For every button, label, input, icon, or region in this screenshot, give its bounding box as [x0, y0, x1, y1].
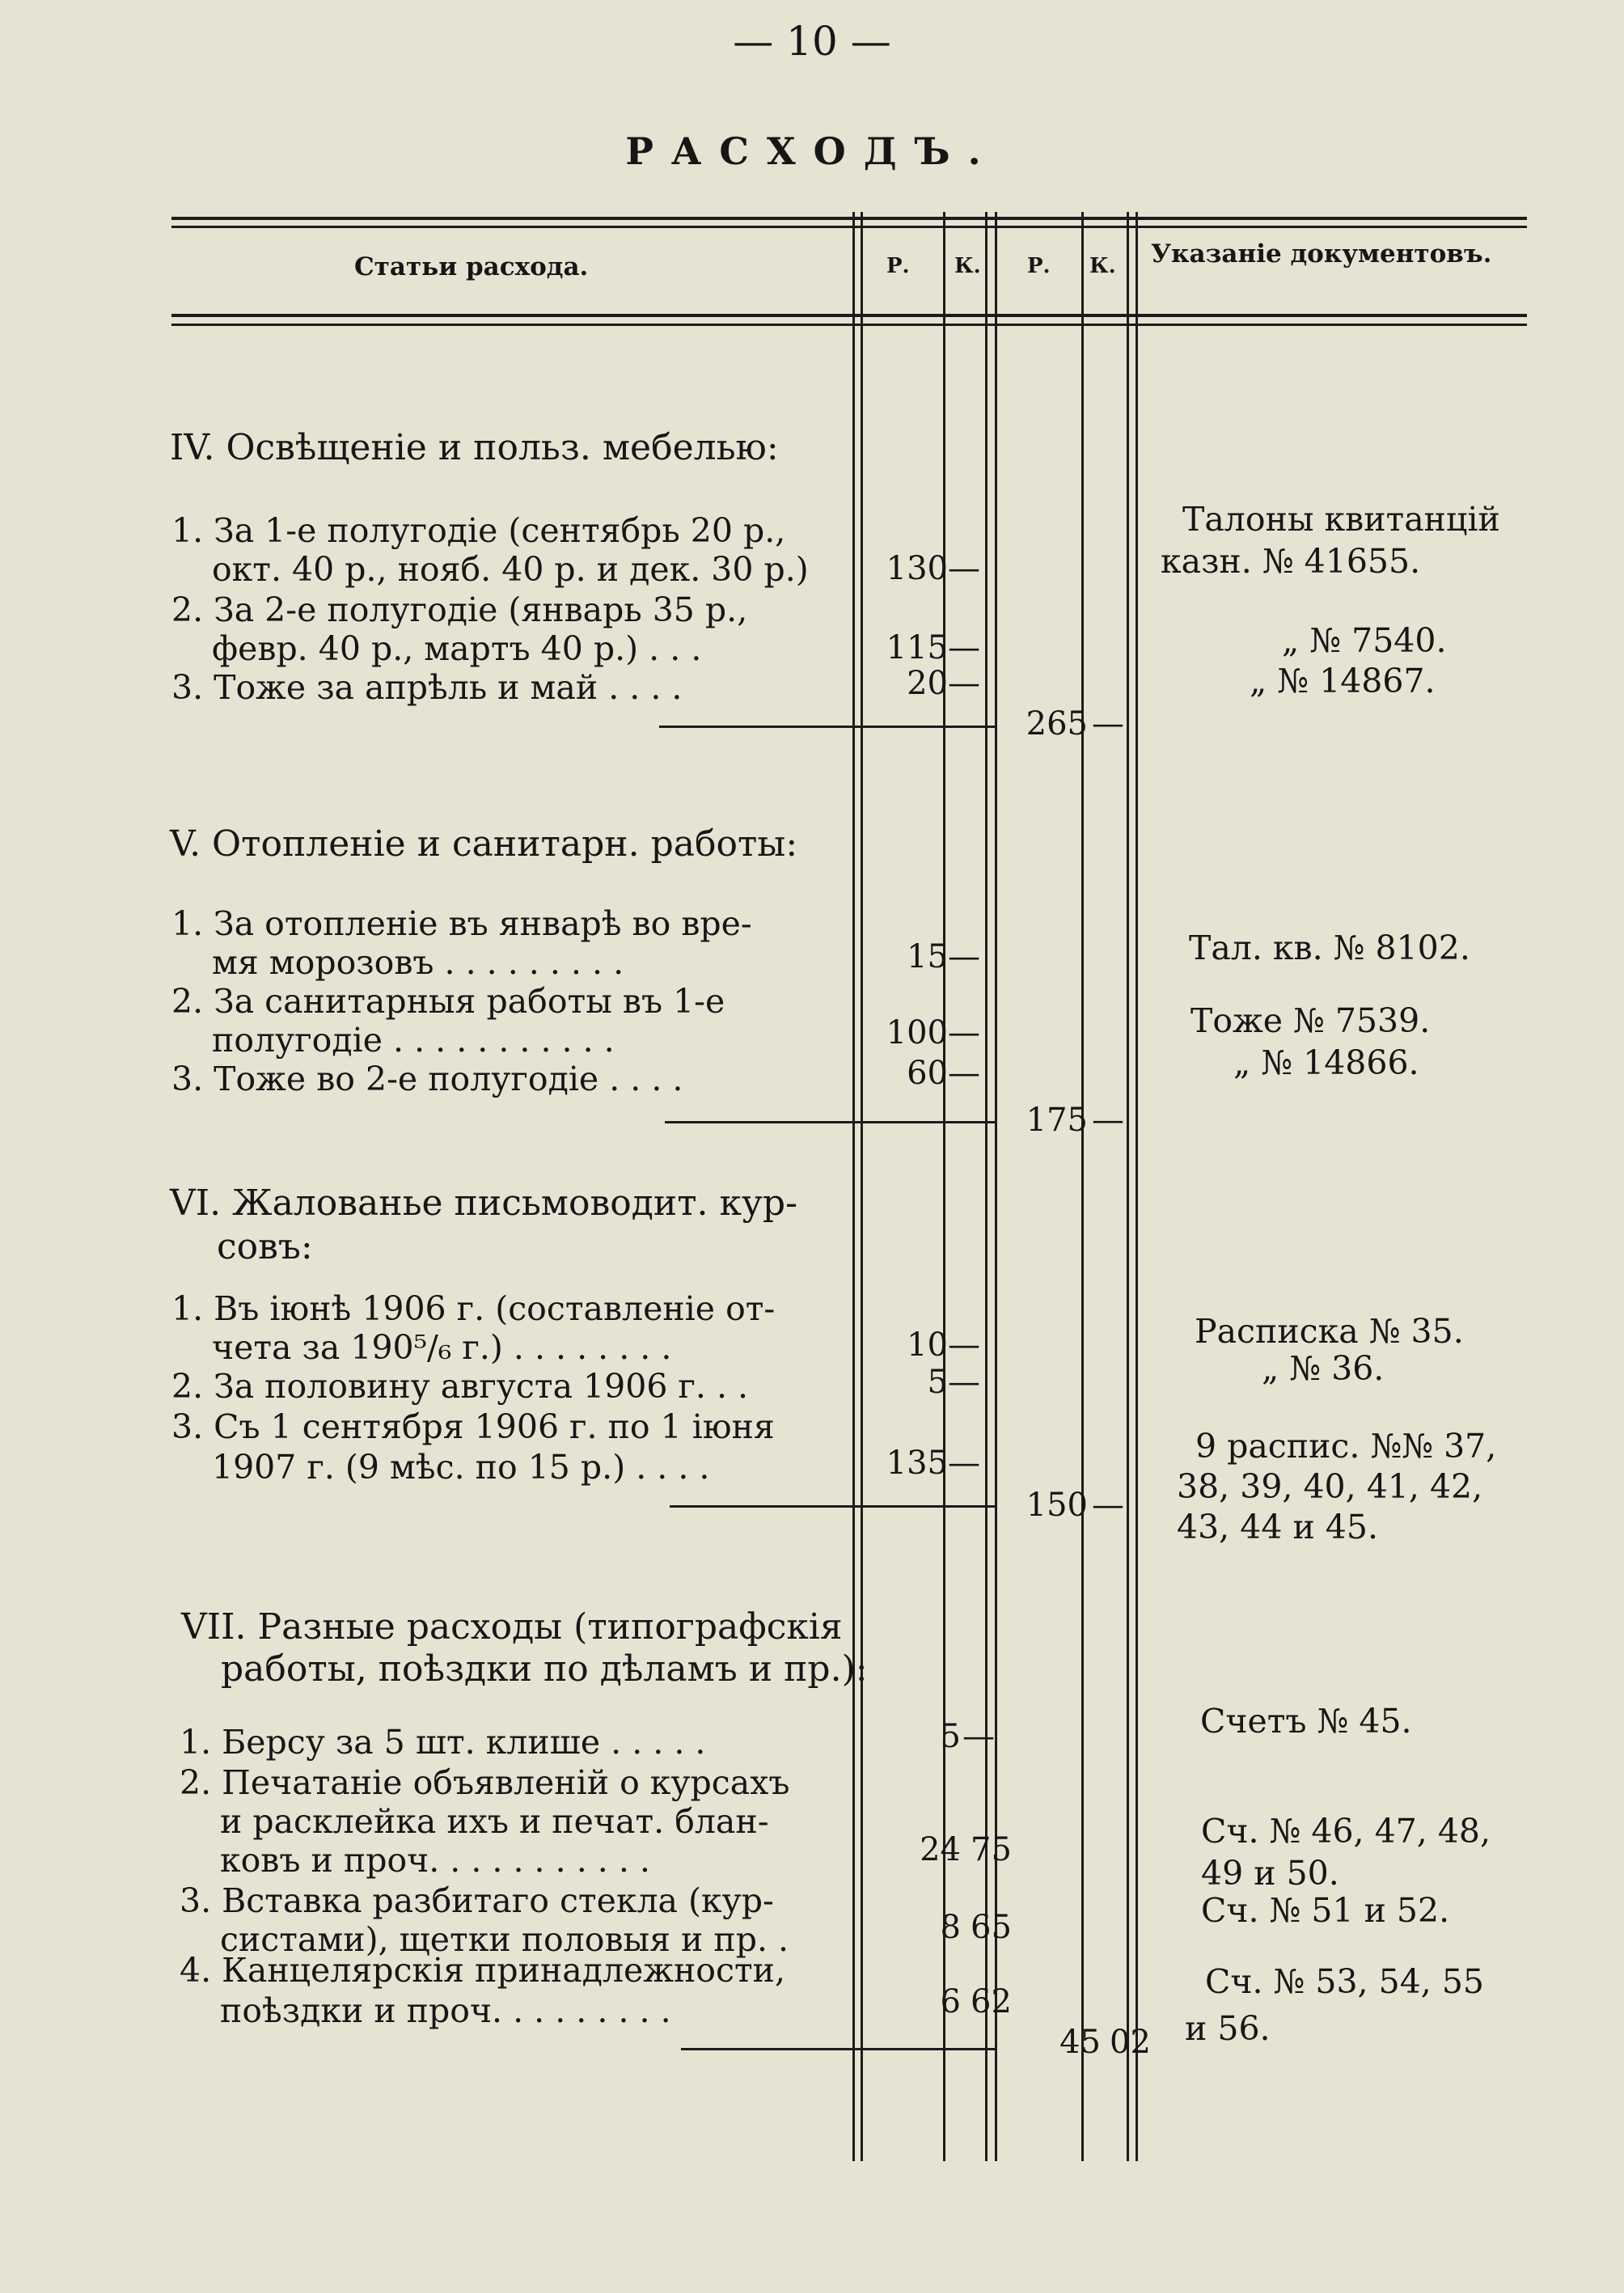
- item-line: чета за 190⁵/₆ г.) . . . . . . . .: [212, 1328, 672, 1367]
- section-total-kopecks: —: [1092, 1487, 1124, 1524]
- document-ref: Сч. № 53, 54, 55: [1205, 1962, 1485, 2001]
- section-total-kopecks: —: [1092, 705, 1124, 742]
- document-ref: Тоже № 7539.: [1191, 1001, 1431, 1040]
- amount-rubles: 115: [886, 629, 948, 666]
- amount-kopecks: 65: [971, 1909, 1012, 1946]
- document-ref: „ № 7540.: [1282, 621, 1447, 660]
- amount-rubles: 8: [940, 1909, 961, 1946]
- item-line: 1. За отопленіе въ январѣ во вре-: [171, 904, 752, 943]
- header-r1: Р.: [886, 254, 910, 278]
- amount-rubles: 130: [886, 550, 948, 587]
- item-line: окт. 40 р., нояб. 40 р. и дек. 30 р.): [212, 550, 809, 589]
- column-rule-k2-2: [1136, 212, 1138, 2161]
- item-line: февр. 40 р., мартъ 40 р.) . . .: [212, 629, 702, 668]
- header-rule-bottom-1: [171, 314, 1527, 317]
- amount-kopecks: —: [948, 550, 980, 587]
- document-ref: Счетъ № 45.: [1200, 1702, 1412, 1741]
- document-ref: „ № 14866.: [1233, 1043, 1419, 1082]
- amount-rubles: 135: [886, 1445, 948, 1482]
- amount-kopecks: 62: [971, 1983, 1012, 2020]
- amount-kopecks: —: [948, 1326, 980, 1364]
- header-articles: Статьи расхода.: [354, 252, 589, 281]
- item-line: и расклейка ихъ и печат. блан-: [220, 1802, 769, 1841]
- amount-rubles: 5: [927, 1364, 948, 1401]
- item-line: 2. За санитарныя работы въ 1-е: [171, 982, 725, 1021]
- amount-kopecks: —: [948, 1445, 980, 1482]
- item-line: 4. Канцелярскія принадлежности,: [180, 1951, 785, 1990]
- column-rule-k2-1: [1127, 212, 1129, 2161]
- section-title: VII. Разные расходы (типографскія: [181, 1606, 843, 1648]
- column-rule-r2: [1081, 212, 1084, 2161]
- document-ref: Сч. № 51 и 52.: [1201, 1891, 1450, 1930]
- document-ref: „ № 36.: [1262, 1349, 1385, 1388]
- amount-rubles: 6: [940, 1983, 961, 2020]
- item-line: ковъ и проч. . . . . . . . . . .: [220, 1841, 650, 1880]
- amount-rubles: 100: [886, 1014, 948, 1051]
- section-total-rubles: 45: [1059, 2024, 1101, 2061]
- amount-rubles: 15: [907, 938, 948, 975]
- section-total-rubles: 150: [1026, 1487, 1088, 1524]
- document-ref: „ № 14867.: [1250, 662, 1436, 700]
- amount-kopecks: 75: [971, 1831, 1012, 1868]
- amount-kopecks: —: [948, 665, 980, 702]
- section-total-rubles: 175: [1026, 1102, 1088, 1139]
- document-ref: 49 и 50.: [1201, 1854, 1339, 1893]
- document-ref: Тал. кв. № 8102.: [1189, 929, 1470, 967]
- item-line: 3. Тоже во 2-е полугодіе . . . .: [171, 1060, 683, 1098]
- amount-kopecks: —: [948, 629, 980, 666]
- document-ref: Расписка № 35.: [1195, 1312, 1464, 1351]
- amount-rubles: 24: [920, 1831, 961, 1868]
- amount-kopecks: —: [962, 1718, 995, 1755]
- header-rule-bottom-2: [171, 324, 1527, 326]
- section-title: VI. Жалованье письмоводит. кур-: [170, 1182, 797, 1224]
- amount-rubles: 60: [907, 1055, 948, 1092]
- item-line: 1. Берсу за 5 шт. клише . . . . .: [180, 1723, 706, 1762]
- item-line: 1907 г. (9 мѣс. по 15 р.) . . . .: [212, 1448, 710, 1487]
- amount-kopecks: —: [948, 1055, 980, 1092]
- item-line: 1. Въ іюнѣ 1906 г. (составленіе от-: [171, 1289, 776, 1328]
- item-line: 1. За 1-е полугодіе (сентябрь 20 р.,: [171, 511, 786, 550]
- document-ref: казн. № 41655.: [1161, 542, 1421, 581]
- column-rule-k1-1: [985, 212, 988, 2161]
- amount-rubles: 10: [907, 1326, 948, 1364]
- header-rule-top-1: [171, 217, 1527, 220]
- subtotal-rule: [670, 1505, 995, 1508]
- section-title: IV. Освѣщеніе и польз. мебелью:: [170, 427, 779, 468]
- item-line: 3. Вставка разбитаго стекла (кур-: [180, 1881, 774, 1920]
- item-line: 2. За половину августа 1906 г. . .: [171, 1367, 749, 1406]
- header-documents: Указаніе документовъ.: [1151, 239, 1492, 269]
- section-title: работы, поѣздки по дѣламъ и пр.):: [221, 1648, 868, 1690]
- column-rule-k1-2: [995, 212, 997, 2161]
- amount-kopecks: —: [948, 938, 980, 975]
- section-total-kopecks: 02: [1110, 2024, 1151, 2061]
- subtotal-rule: [665, 1121, 995, 1123]
- column-rule-r1: [943, 212, 945, 2161]
- column-rule-articles-1: [852, 212, 855, 2161]
- item-line: 2. Печатаніе объявленій о курсахъ: [180, 1763, 790, 1802]
- column-rule-articles-2: [861, 212, 863, 2161]
- document-ref: 38, 39, 40, 41, 42,: [1177, 1467, 1483, 1506]
- section-title: совъ:: [217, 1226, 313, 1267]
- document-ref: Талоны квитанцій: [1182, 500, 1500, 539]
- document-ref: Сч. № 46, 47, 48,: [1201, 1812, 1491, 1851]
- amount-rubles: 5: [940, 1718, 961, 1755]
- document-ref: 43, 44 и 45.: [1177, 1508, 1379, 1546]
- document-ref: 9 распис. №№ 37,: [1195, 1427, 1497, 1466]
- section-title: V. Отопленіе и санитарн. работы:: [170, 823, 798, 865]
- amount-rubles: 20: [907, 665, 948, 702]
- amount-kopecks: —: [948, 1014, 980, 1051]
- document-ref: и 56.: [1185, 2009, 1271, 2048]
- section-total-kopecks: —: [1092, 1102, 1124, 1139]
- header-k1: К.: [954, 254, 981, 278]
- subtotal-rule: [681, 2048, 995, 2050]
- page-title: РАСХОДЪ.: [625, 129, 999, 173]
- item-line: поѣздки и проч. . . . . . . . .: [220, 1991, 671, 2030]
- item-line: полугодіе . . . . . . . . . . .: [212, 1021, 615, 1060]
- item-line: мя морозовъ . . . . . . . . .: [212, 943, 624, 982]
- amount-kopecks: —: [948, 1364, 980, 1401]
- header-k2: К.: [1089, 254, 1116, 278]
- item-line: 2. За 2-е полугодіе (январь 35 р.,: [171, 590, 748, 629]
- header-rule-top-2: [171, 226, 1527, 228]
- subtotal-rule: [659, 726, 995, 728]
- item-line: 3. Тоже за апрѣль и май . . . .: [171, 668, 683, 707]
- item-line: систами), щетки половыя и пр. .: [220, 1920, 789, 1959]
- page-number: — 10 —: [733, 18, 891, 65]
- item-line: 3. Съ 1 сентября 1906 г. по 1 іюня: [171, 1407, 775, 1446]
- section-total-rubles: 265: [1026, 705, 1088, 742]
- header-r2: Р.: [1027, 254, 1051, 278]
